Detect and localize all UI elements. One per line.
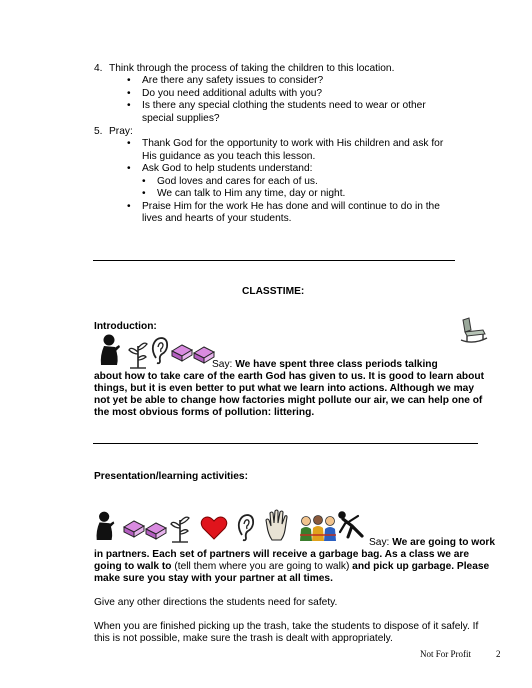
children-group-icon (298, 513, 338, 543)
intro-line: not yet be able to change how factories might pollute our air, we can help one of (94, 395, 483, 406)
step-number: 4. (94, 63, 103, 74)
say-label: Say: (212, 359, 236, 370)
seedling-icon (169, 512, 191, 544)
ear-icon (150, 336, 170, 366)
presentation-line: in partners. Each set of partners will receive a garbage bag. As a class we are (94, 549, 470, 560)
presentation-heading: Presentation/learning activities: (94, 471, 248, 482)
step-number: 5. (94, 126, 103, 137)
praying-child-icon (97, 333, 125, 369)
books-icon (144, 519, 168, 541)
ear-icon (236, 513, 256, 543)
intro-line: about how to take care of the earth God has given to us. It is good to learn about (94, 371, 484, 382)
list-item-continuation: lives and hearts of your students. (142, 213, 292, 224)
presentation-line: make sure you stay with your partner at all times. (94, 573, 333, 584)
page-number: 2 (496, 649, 501, 659)
hand-icon (264, 508, 292, 542)
footer-note: Not For Profit (420, 649, 472, 659)
heart-icon (200, 515, 228, 541)
presentation-say-line: Say: We are going to work (369, 537, 496, 548)
intro-say-line: Say: We have spent three class periods talking (212, 359, 438, 370)
step-text: Pray: (109, 126, 133, 137)
presentation-line: going to walk to (tell them where you are going to walk) and pick up garbage. Please (94, 561, 490, 572)
introduction-heading: Introduction: (94, 321, 157, 332)
books-icon (122, 517, 146, 539)
seedling-icon (127, 338, 149, 370)
paragraph: Give any other directions the students need for safety. (94, 597, 338, 608)
intro-line: the most obvious forms of pollution: littering. (94, 407, 315, 418)
section-divider (93, 260, 455, 261)
rocking-chair-icon (459, 316, 489, 344)
praying-child-icon (93, 510, 119, 544)
list-item-continuation: special supplies? (142, 112, 220, 124)
section-divider (93, 443, 478, 444)
books-icon (170, 341, 194, 363)
paragraph: When you are finished picking up the trash, take the students to dispose of it safely. If (94, 621, 479, 632)
classtime-heading: CLASSTIME: (242, 286, 305, 297)
list-item-continuation: His guidance as you teach this lesson. (142, 150, 316, 162)
intro-line: things, but it is even better to put what we learn into actions. Although we may (94, 383, 474, 394)
paragraph: this is not possible, make sure the trash is dealt with appropriately. (94, 633, 393, 644)
stretching-figure-icon (336, 510, 368, 540)
say-label: Say: (369, 537, 393, 548)
step-text: Think through the process of taking the children to this location. (109, 63, 395, 74)
